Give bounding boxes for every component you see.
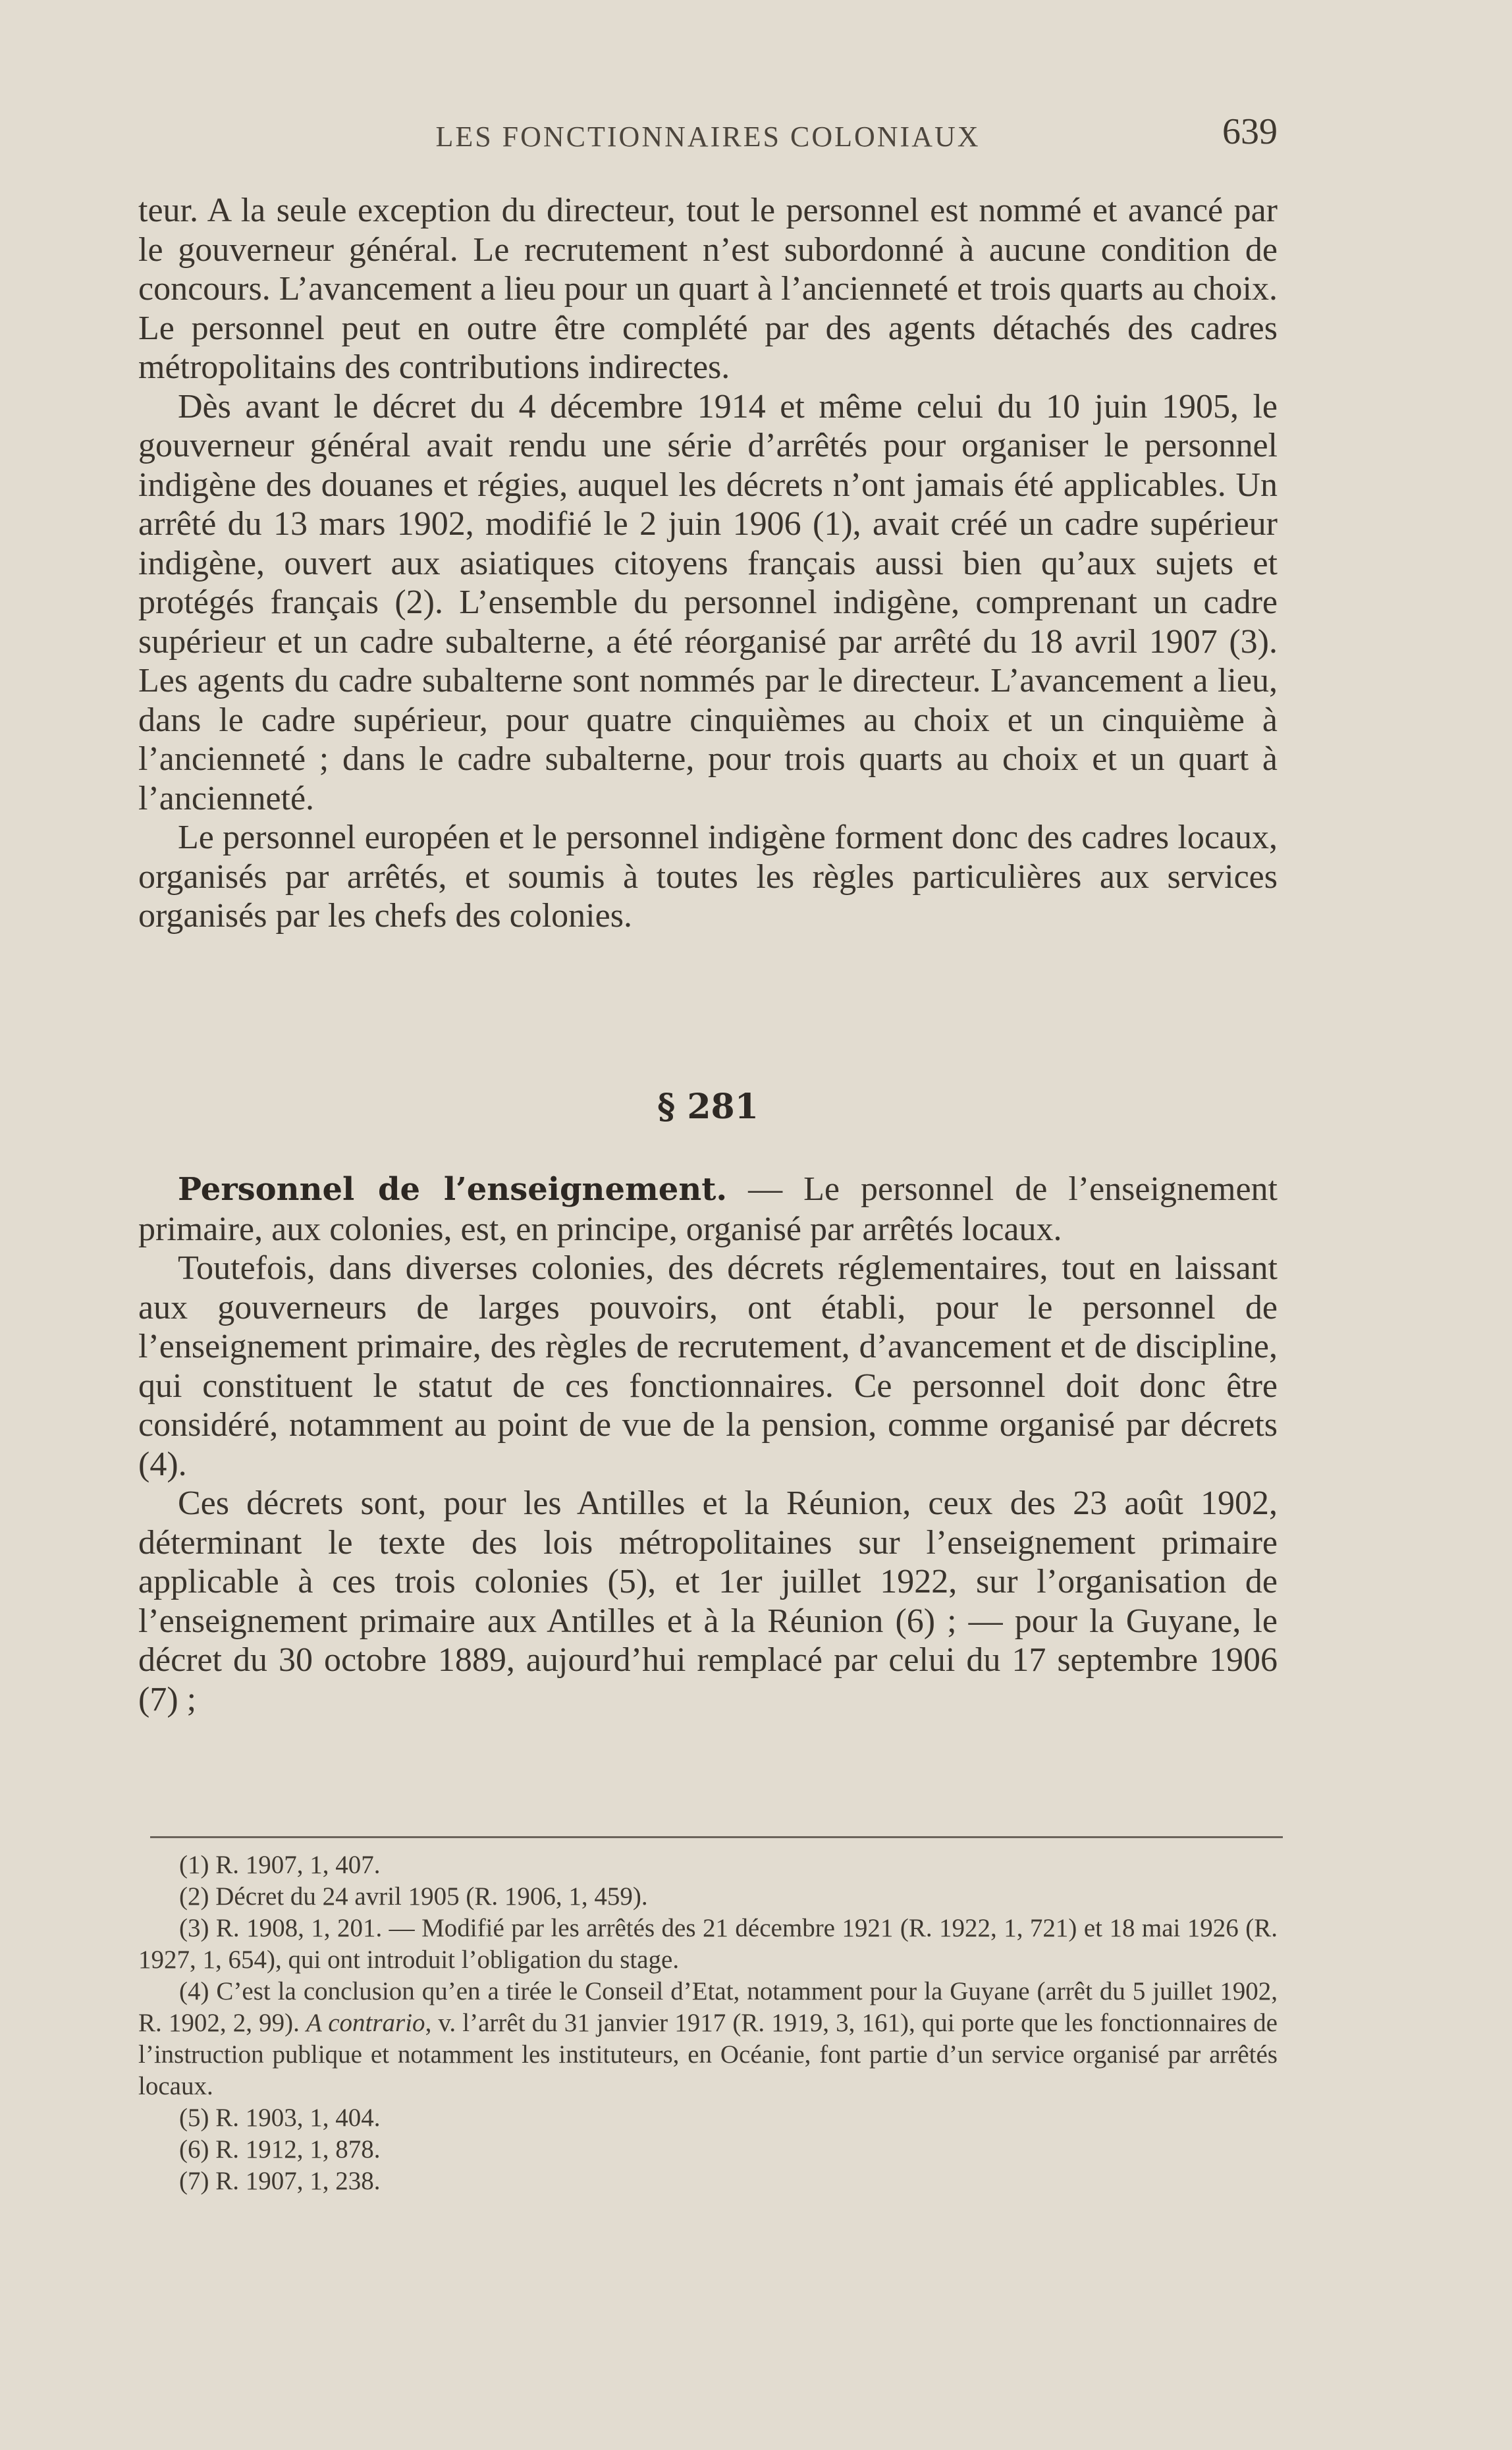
section-text-block [138,1170,1278,1719]
running-head [138,111,1278,163]
paragraph-indigenous-staff: Dès avant le décret du 4 décembre 1914 et même celui du 10 juin 1905, le gouverneur général avait rendu une série d’arrêtés pour organiser le personnel indigène des douanes et régies, auquel les décrets n’ont jamais été applicables. Un arrêté du 13 mars 1902, modifié le 2 juin 1906 (1), avait créé un cadre supérieur indigène, ouvert aux asiatiques citoyens français aussi bien qu’aux sujets et protégés français (2). L’ensemble du personnel indigène, comprenant un cadre supérieur et un cadre subalterne, a été réorganisé par arrêté du 18 avril 1907 (3). Les agents du cadre subalterne sont nommés par le directeur. L’avancement a lieu, dans le cadre supérieur, pour quatre cinquièmes au choix et un cinquième à l’ancienneté ; dans le cadre subalterne, pour trois quarts au choix et un quart à l’ancienneté. [138,387,1278,817]
section-paragraph-antilles: Ces décrets sont, pour les Antilles et la Réunion, ceux des 23 août 1902, déterminant le texte des lois métropolitaines sur l’enseignement primaire applicable à ces trois colonies (5), et 1er juillet 1922, sur l’organisation de l’enseignement primaire aux Antilles et à la Réunion (6) ; — pour la Guyane, le décret du 30 octobre 1889, aujourd’hui remplacé par celui du 17 septembre 1906 (7) ; [138,1484,1278,1718]
footnote-7: (7) R. 1907, 1, 238. [179,2167,381,2195]
footnote-1: (1) R. 1907, 1, 407. [179,1851,381,1879]
main-text-block [138,191,1278,936]
section-number: § 281 [657,1087,759,1127]
footnote-4-part-2: , v. l’arrêt du 31 janvier 1917 (R. 1919, 3, 161), qui porte que les fonctionnaires de l’instruction publique et notamment les instituteurs, en Océanie, font partie d’un service organisé par arrêtés locaux. [138,2009,1278,2100]
section-paragraph-decrees: Toutefois, dans diverses colonies, des décrets réglementaires, tout en laissant aux gouverneurs de larges pouvoirs, ont établi, pour le personnel de l’enseignement primaire, des règles de recrutement, d’avancement et de discipline, qui constituent le statut de ces fonctionnaires. Ce personnel doit donc être considéré, notamment au point de vue de la pension, comme organisé par décrets (4). [138,1249,1278,1483]
section-first-paragraph-text: — Le personnel de l’enseignement primaire, aux colonies, est, en principe, organisé par arrêtés locaux. [138,1170,1278,1248]
footnote-2: (2) Décret du 24 avril 1905 (R. 1906, 1, 459). [179,1882,648,1911]
footnotes [138,1849,1278,2197]
paragraph-continuation: teur. A la seule exception du directeur, tout le personnel est nommé et avancé par le gouverneur général. Le recrutement n’est subordonné à aucune condition de concours. L’avancement a lieu pour un quart à l’ancienneté et trois quarts au choix. Le personnel peut en outre être complété par des agents détachés des cadres métropolitains des contributions indirectes. [138,192,1278,386]
section-first-paragraph [138,1170,1278,1249]
footnote-4 [138,1976,1278,2102]
footnote-3: (3) R. 1908, 1, 201. — Modifié par les arrêtés des 21 décembre 1921 (R. 1922, 1, 721) et 18 mai 1926 (R. 1927, 1, 654), qui ont introduit l’obligation du stage. [138,1914,1278,1974]
footnote-divider [150,1836,1283,1838]
footnote-4-part-1: (4) C’est la conclusion qu’en a tirée le Conseil d’Etat, notamment pour la Guyane (arrêt du 5 juillet 1902, R. 1902, 2, 99). [138,1977,1278,2037]
section-heading: Personnel de l’enseignement. [178,1171,728,1208]
page-number: 639 [1222,111,1278,152]
footnote-5: (5) R. 1903, 1, 404. [179,2104,381,2132]
running-title: LES FONCTIONNAIRES COLONIAUX [435,121,981,153]
footnote-4-italic: A contrario [306,2009,425,2037]
paragraph-conclusion: Le personnel européen et le personnel indigène forment donc des cadres locaux, organisés par arrêtés, et soumis à toutes les règles particulières aux services organisés par les chefs des colonies. [138,819,1278,935]
footnote-6: (6) R. 1912, 1, 878. [179,2135,381,2164]
